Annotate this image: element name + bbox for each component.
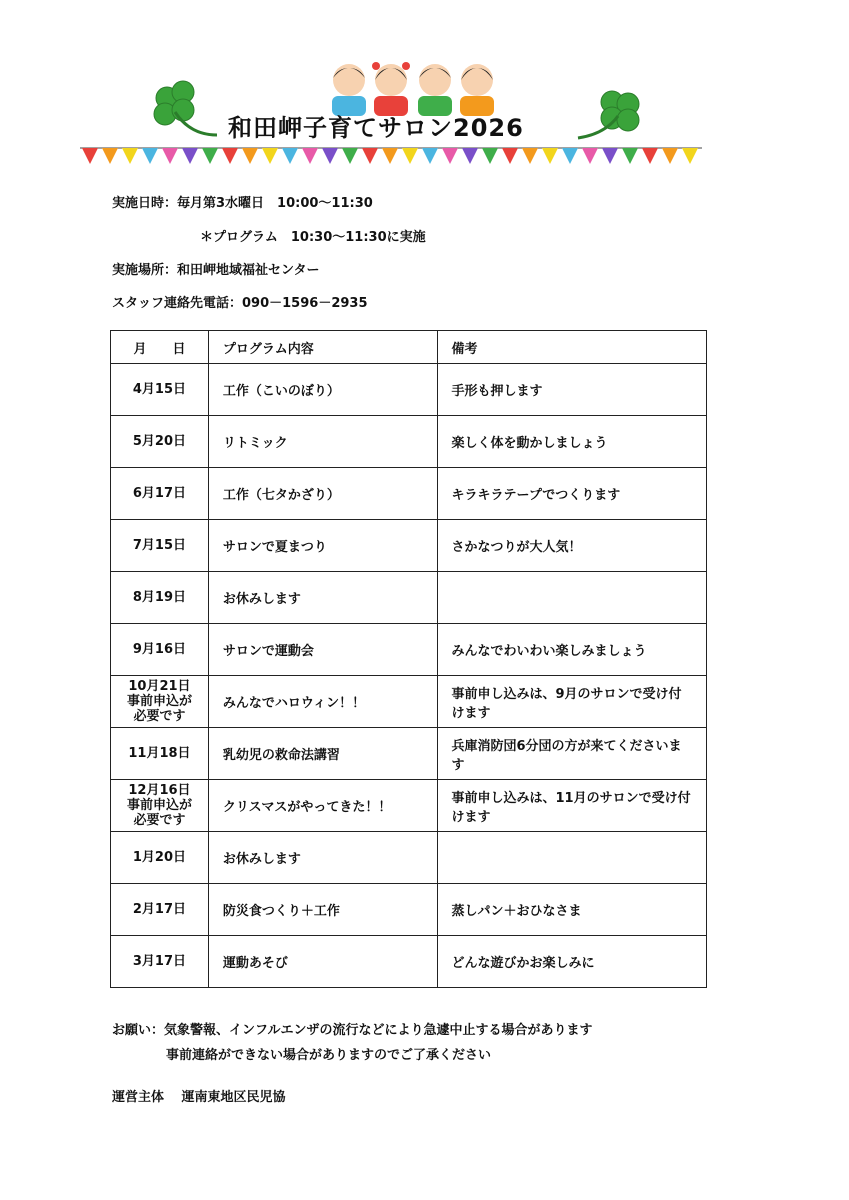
bunting-flag xyxy=(122,148,138,164)
row-date: 7月15日 xyxy=(111,520,209,572)
row-date: 1月20日 xyxy=(111,832,209,884)
row-note: 楽しく体を動かしましょう xyxy=(437,416,706,468)
bunting-flag xyxy=(502,148,518,164)
bunting-flag xyxy=(162,148,178,164)
bunting-flag xyxy=(82,148,98,164)
schedule-info: 実施日時：毎月第3水曜日 10:00〜11:30 xyxy=(112,196,373,211)
contact-info: スタッフ連絡先電話：090－1596－2935 xyxy=(112,296,368,311)
table-row xyxy=(111,936,707,988)
table-row xyxy=(111,884,707,936)
row-program: お休みします xyxy=(208,832,437,884)
bunting-flag xyxy=(442,148,458,164)
bunting-flag xyxy=(602,148,618,164)
row-date: 2月17日 xyxy=(111,884,209,936)
header-note: 備考 xyxy=(437,331,706,364)
bunting-flag xyxy=(242,148,258,164)
request-line-1: お願い：気象警報、インフルエンザの流行などにより急遽中止する場合があります xyxy=(112,1023,593,1038)
row-program: 工作（こいのぼり） xyxy=(208,364,437,416)
bunting-flag xyxy=(142,148,158,164)
bunting-flag xyxy=(622,148,638,164)
bunting-flag xyxy=(102,148,118,164)
table-row xyxy=(111,676,707,728)
row-note: みんなでわいわい楽しみましょう xyxy=(437,624,706,676)
row-note: 事前申し込みは、11月のサロンで受け付けます xyxy=(437,780,706,832)
bunting-flag xyxy=(542,148,558,164)
row-date: 8月19日 xyxy=(111,572,209,624)
row-note: 兵庫消防団6分団の方が来てくださいます xyxy=(437,728,706,780)
row-program: みんなでハロウィン！！ xyxy=(208,676,437,728)
clover-left-icon xyxy=(145,80,225,145)
row-program: リトミック xyxy=(208,416,437,468)
row-date: 11月18日 xyxy=(111,728,209,780)
bunting-flag xyxy=(522,148,538,164)
bunting-flag xyxy=(562,148,578,164)
row-program: 乳幼児の救命法講習 xyxy=(208,728,437,780)
bunting-flag xyxy=(182,148,198,164)
table-row xyxy=(111,468,707,520)
clover-right-icon xyxy=(570,86,650,146)
row-program: お休みします xyxy=(208,572,437,624)
bunting-flag xyxy=(202,148,218,164)
organizer: 運営主体 運南東地区民児協 xyxy=(112,1090,286,1105)
row-note: どんな遊びかお楽しみに xyxy=(437,936,706,988)
row-note xyxy=(437,572,706,624)
bunting-flag xyxy=(222,148,238,164)
row-program: 運動あそび xyxy=(208,936,437,988)
row-program: 工作（七タかざり） xyxy=(208,468,437,520)
bunting-flag xyxy=(642,148,658,164)
row-program: サロンで夏まつり xyxy=(208,520,437,572)
header-program: プログラム内容 xyxy=(208,331,437,364)
row-date: 4月15日 xyxy=(111,364,209,416)
bunting-flag xyxy=(342,148,358,164)
bunting-flag xyxy=(362,148,378,164)
row-note: さかなつりが大人気！ xyxy=(437,520,706,572)
bunting-flag xyxy=(462,148,478,164)
row-date: 6月17日 xyxy=(111,468,209,520)
row-program: クリスマスがやってきた！！ xyxy=(208,780,437,832)
table-row xyxy=(111,780,707,832)
row-note: 事前申し込みは、9月のサロンで受け付けます xyxy=(437,676,706,728)
table-row xyxy=(111,364,707,416)
row-date: 5月20日 xyxy=(111,416,209,468)
row-note: キラキラテープでつくります xyxy=(437,468,706,520)
row-program: 防災食つくり＋工作 xyxy=(208,884,437,936)
bunting-flag xyxy=(262,148,278,164)
table-row xyxy=(111,520,707,572)
page-title: 和田岬子育てサロン2026 xyxy=(228,114,524,142)
row-date: 3月17日 xyxy=(111,936,209,988)
request-line-2: 事前連絡ができない場合がありますのでご了承ください xyxy=(166,1048,492,1063)
bunting-flag xyxy=(322,148,338,164)
bunting-flag xyxy=(402,148,418,164)
row-date: 12月16日 事前申込が 必要です xyxy=(111,780,209,832)
row-date: 10月21日 事前申込が 必要です xyxy=(111,676,209,728)
row-note: 手形も押します xyxy=(437,364,706,416)
table-header-row xyxy=(111,331,707,364)
bunting-flags xyxy=(80,146,702,168)
header xyxy=(0,0,849,175)
row-note xyxy=(437,832,706,884)
bunting-flag xyxy=(582,148,598,164)
table-row xyxy=(111,572,707,624)
row-note: 蒸しパン＋おひなさま xyxy=(437,884,706,936)
bunting-flag xyxy=(482,148,498,164)
venue-info: 実施場所：和田岬地域福祉センター xyxy=(112,263,320,278)
table-row xyxy=(111,832,707,884)
bunting-flag xyxy=(382,148,398,164)
bunting-flag xyxy=(302,148,318,164)
row-program: サロンで運動会 xyxy=(208,624,437,676)
bunting-flag xyxy=(422,148,438,164)
program-time-info: ＊プログラム 10:30〜11:30に実施 xyxy=(200,230,426,245)
table-row xyxy=(111,728,707,780)
table-row xyxy=(111,416,707,468)
header-date: 月 日 xyxy=(111,331,209,364)
bunting-flag xyxy=(282,148,298,164)
row-date: 9月16日 xyxy=(111,624,209,676)
table-row xyxy=(111,624,707,676)
bunting-flag xyxy=(662,148,678,164)
schedule-table xyxy=(110,330,707,988)
bunting-flag xyxy=(682,148,698,164)
